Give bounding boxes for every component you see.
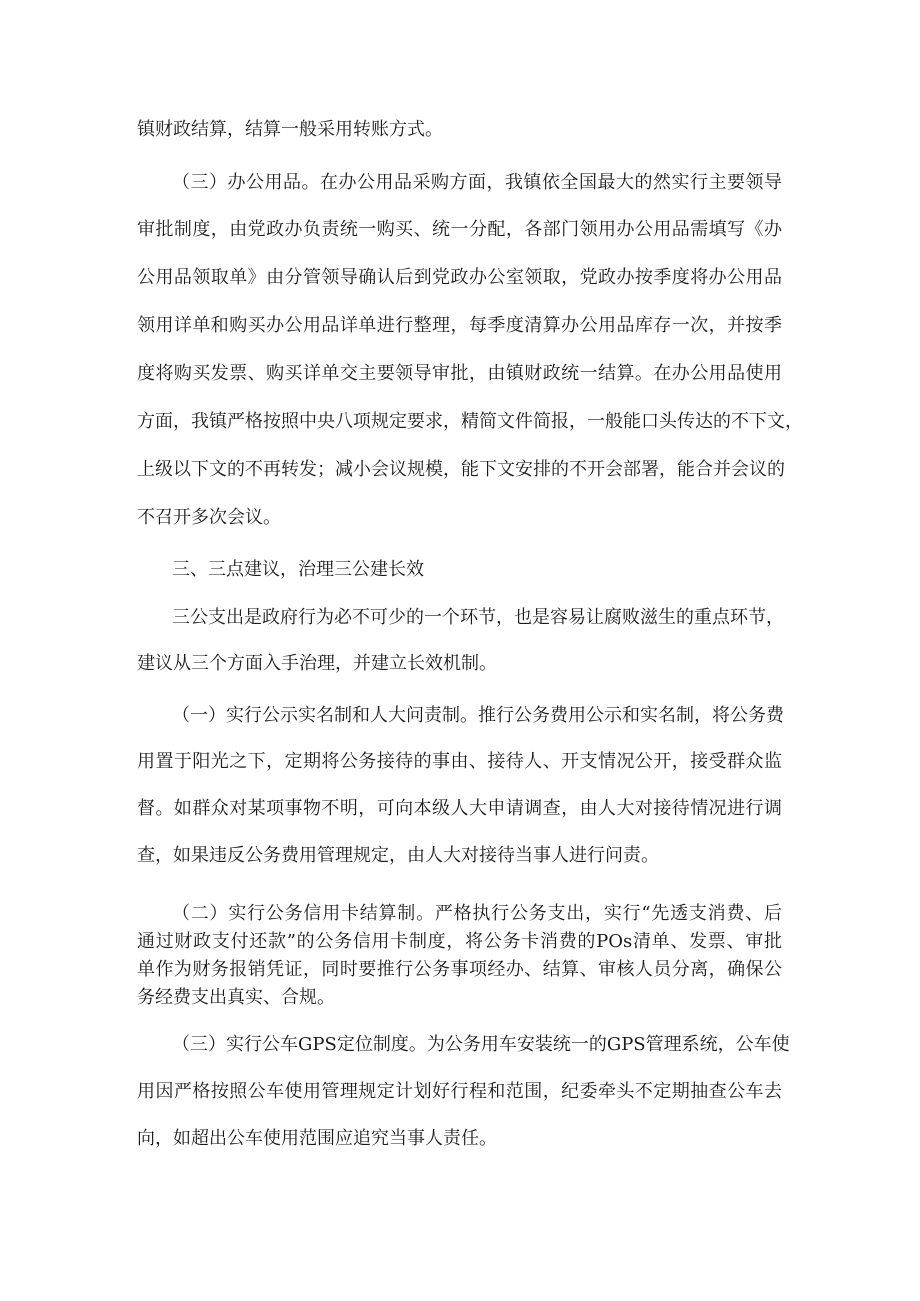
text-line: 向，如超出公车使用范围应追究当事人责任。 [137, 1128, 497, 1149]
text-line: 务经费支出真实、合规。 [137, 987, 335, 1008]
text-line: 上级以下文的不再转发；减小会议规模，能下文安排的不开会部署，能合并会议的 [137, 459, 785, 480]
text-line: 用因严格按照公车使用管理规定计划好行程和范围，纪委牵头不定期抽查公车去 [137, 1081, 782, 1102]
text-line: 单作为财务报销凭证，同时要推行公务事项经办、结算、审核人员分离，确保公 [137, 959, 782, 980]
text-line: 不召开多次会议。 [137, 507, 281, 528]
text-line: 公用品领取单》由分管领导确认后到党政办公室领取，党政办按季度将办公用品 [137, 267, 782, 288]
text-line: （三）实行公车GPS定位制度。为公务用车安装统一的GPS管理系统，公车使 [172, 1034, 790, 1055]
text-line: 领用详单和购买办公用品详单进行整理，每季度清算办公用品库存一次，并按季 [137, 315, 782, 336]
text-line: 督。如群众对某项事物不明，可向本级人大申请调查，由人大对接待情况进行调 [137, 798, 782, 819]
text-line: 通过财政支付还款”的公务信用卡制度，将公务卡消费的POs清单、发票、审批 [137, 931, 782, 952]
text-line: 三公支出是政府行为必不可少的一个环节，也是容易让腐败滋生的重点环节， [172, 607, 784, 628]
text-line: （三）办公用品。在办公用品采购方面，我镇依全国最大的然实行主要领导 [172, 172, 782, 193]
section-heading-text: 三、三点建议，治理三公建长效 [172, 559, 424, 580]
text-line: 度将购买发票、购买详单交主要领导审批，由镇财政统一结算。在办公用品使用 [137, 363, 782, 384]
text-line: 查，如果违反公务费用管理规定，由人大对接待当事人进行问责。 [137, 845, 659, 866]
text-line: 审批制度，由党政办负责统一购买、统一分配，各部门领用办公用品需填写《办 [137, 219, 782, 240]
text-line: 建议从三个方面入手治理，并建立长效机制。 [137, 653, 497, 674]
text-line: 方面，我镇严格按照中央八项规定要求，精简文件简报，一般能口头传达的不下文， [137, 411, 803, 432]
text-line: （一）实行公示实名制和人大问责制。推行公务费用公示和实名制，将公务费 [172, 705, 784, 726]
text-line: 用置于阳光之下，定期将公务接待的事由、接待人、开支情况公开，接受群众监 [137, 751, 782, 772]
text-line: 镇财政结算，结算一般采用转账方式。 [137, 119, 443, 140]
text-line: （二）实行公务信用卡结算制。严格执行公务支出，实行“先透支消费、后 [172, 903, 782, 924]
